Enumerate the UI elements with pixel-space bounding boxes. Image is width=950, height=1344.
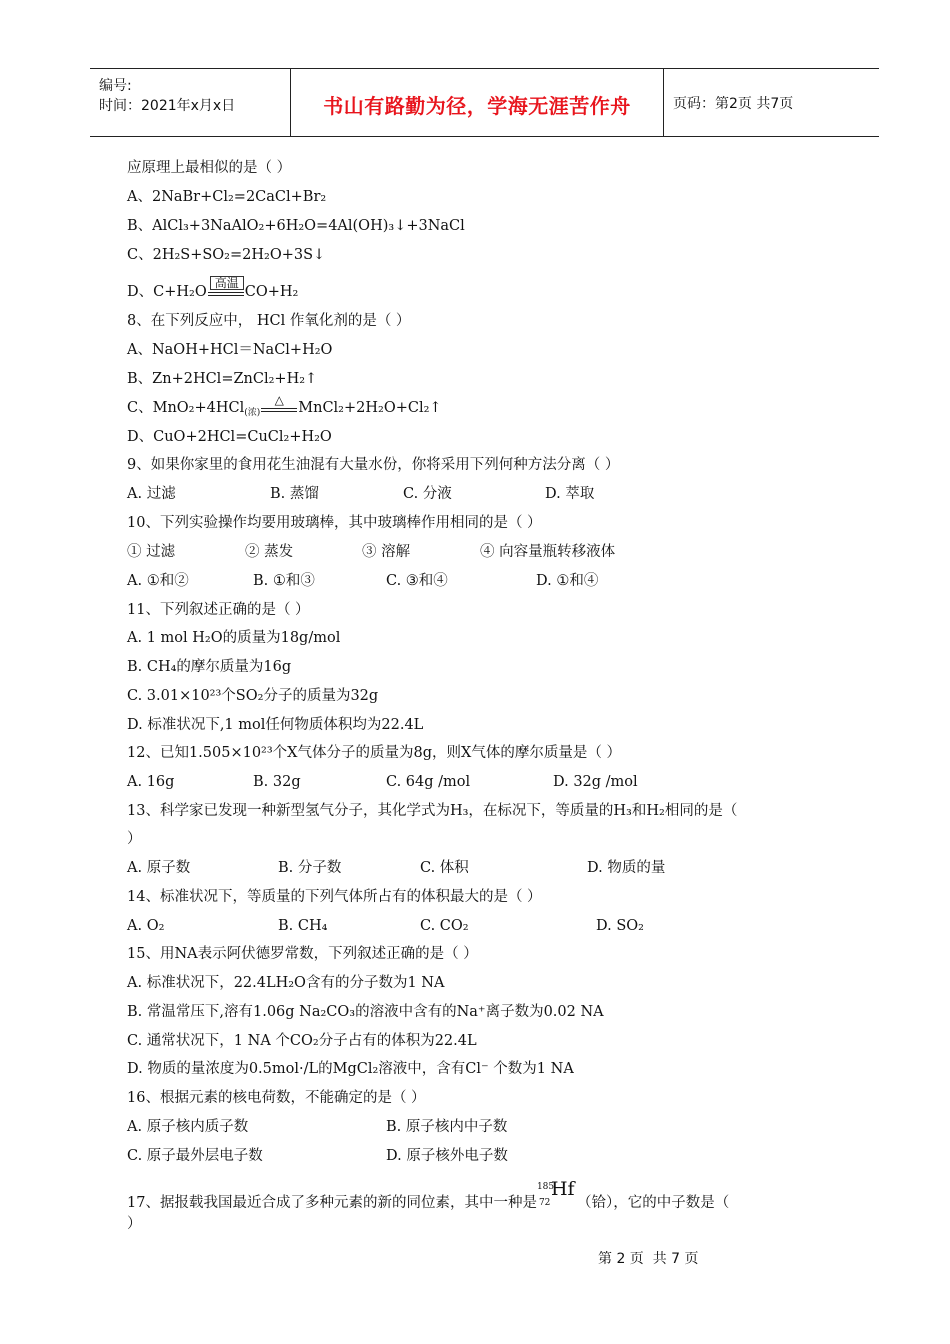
- question-15-option-b: B. 常温常压下,溶有1.06g Na₂CO₃的溶液中含有的Na⁺离子数为0.02 NA: [127, 1004, 604, 1020]
- option-b: B. 蒸馏: [270, 486, 319, 502]
- item-3: ③ 溶解: [362, 544, 411, 560]
- question-7-option-b: B、AlCl₃+3NaAlO₂+6H₂O=4Al(OH)₃↓+3NaCl: [127, 218, 465, 234]
- option-c-lhs: C、MnO₂+4HCl: [127, 400, 245, 416]
- question-15-option-a: A. 标准状况下，22.4LH₂O含有的分子数为1 NA: [127, 975, 445, 991]
- mass-number: 185: [536, 1182, 555, 1192]
- concentrated-mark: (浓): [244, 408, 261, 418]
- option-d: D. 32g /mol: [553, 774, 638, 790]
- item-4: ④ 向容量瓶转移液体: [480, 544, 616, 560]
- option-b: B. CH₄: [278, 918, 328, 934]
- atomic-number: 72: [538, 1198, 551, 1208]
- question-9-stem: 9、如果你家里的食用花生油混有大量水份，你将采用下列何种方法分离（ ）: [127, 457, 620, 473]
- question-7-stem-tail: 应原理上最相似的是（ ）: [127, 160, 292, 176]
- option-a: A. 过滤: [127, 486, 176, 502]
- q17-text-start: 17、据报载我国最近合成了多种元素的新的同位素，其中一种是: [127, 1195, 537, 1211]
- question-15-stem: 15、用NA表示阿伏德罗常数，下列叙述正确的是（ ）: [127, 946, 478, 962]
- option-d: D. 物质的量: [587, 860, 666, 876]
- question-11-option-c: C. 3.01×10²³个SO₂分子的质量为32g: [127, 688, 379, 704]
- question-11-option-b: B. CH₄的摩尔质量为16g: [127, 659, 292, 675]
- question-7-option-c: C、2H₂S+SO₂=2H₂O+3S↓: [127, 247, 326, 263]
- option-c: C. 64g /mol: [386, 774, 471, 790]
- item-1: ① 过滤: [127, 544, 176, 560]
- question-17-stem-tail: ）: [127, 1216, 142, 1232]
- question-11-option-a: A. 1 mol H₂O的质量为18g/mol: [127, 630, 341, 646]
- option-c: C. 分液: [403, 486, 452, 502]
- hafnium-isotope-notation: [536, 1178, 577, 1208]
- question-14-stem: 14、标准状况下，等质量的下列气体所占有的体积最大的是（ ）: [127, 889, 542, 905]
- option-d-lhs: D、C+H₂O: [127, 284, 207, 300]
- question-8-option-c: [127, 393, 442, 423]
- heat-symbol: △: [274, 393, 284, 407]
- time-label: 时间：2021年x月x日: [99, 98, 236, 114]
- question-16-stem: 16、根据元素的核电荷数，不能确定的是（ ）: [127, 1090, 426, 1106]
- option-b: B. 32g: [253, 774, 301, 790]
- question-10-stem: 10、下列实验操作均要用玻璃棒，其中玻璃棒作用相同的是（ ）: [127, 515, 542, 531]
- option-c: C. ③和④: [386, 573, 448, 589]
- option-d: D. 原子核外电子数: [386, 1148, 508, 1164]
- option-c: C. 原子最外层电子数: [127, 1148, 263, 1164]
- option-d-rhs: CO+H₂: [244, 284, 299, 300]
- question-13-stem-tail: ）: [127, 831, 142, 847]
- option-a: A. 原子数: [127, 860, 191, 876]
- option-b: B. 分子数: [278, 860, 342, 876]
- option-c: C. CO₂: [420, 918, 469, 934]
- question-8-option-b: B、Zn+2HCl=ZnCl₂+H₂↑: [127, 371, 318, 387]
- question-12-stem: 12、已知1.505×10²³个X气体分子的质量为8g，则X气体的摩尔质量是（ ）: [127, 745, 621, 761]
- question-7-option-a: A、2NaBr+Cl₂=2CaCl+Br₂: [127, 189, 327, 205]
- page-label: 页码：第2页 共7页: [673, 96, 794, 112]
- option-b: B. ①和③: [253, 573, 315, 589]
- question-8-stem: 8、在下列反应中， HCl 作氧化剂的是（ ）: [127, 313, 411, 329]
- question-8-option-a: A、NaOH+HCl＝NaCl+H₂O: [127, 342, 333, 358]
- heat-condition-arrow: [261, 393, 297, 412]
- item-2: ② 蒸发: [245, 544, 294, 560]
- question-17-stem: [127, 1178, 730, 1213]
- serial-label: 编号:: [99, 78, 132, 94]
- option-d: D. 萃取: [545, 486, 595, 502]
- option-a: A. 16g: [127, 774, 175, 790]
- question-15-option-c: C. 通常状况下，1 NA 个CO₂分子占有的体积为22.4L: [127, 1033, 477, 1049]
- option-a: A. 原子核内质子数: [127, 1119, 249, 1135]
- option-a: A. ①和②: [127, 573, 189, 589]
- page-footer: 第 2 页 共 7 页: [598, 1251, 699, 1267]
- question-11-stem: 11、下列叙述正确的是（ ）: [127, 602, 310, 618]
- q17-text-end: （铪），它的中子数是（: [576, 1195, 730, 1211]
- question-15-option-d: D. 物质的量浓度为0.5mol·/L的MgCl₂溶液中，含有Cl⁻ 个数为1 NA: [127, 1061, 574, 1077]
- option-a: A. O₂: [127, 918, 165, 934]
- condition-label: 高温: [210, 276, 244, 290]
- option-c: C. 体积: [420, 860, 469, 876]
- option-d: D. ①和④: [536, 573, 599, 589]
- option-c-rhs: MnCl₂+2H₂O+Cl₂↑: [298, 400, 442, 416]
- option-d: D. SO₂: [596, 918, 644, 934]
- question-8-option-d: D、CuO+2HCl=CuCl₂+H₂O: [127, 429, 332, 445]
- question-11-option-d: D. 标准状况下,1 mol任何物质体积均为22.4L: [127, 717, 424, 733]
- reaction-condition-arrow: [208, 276, 244, 296]
- element-symbol: Hf: [550, 1178, 575, 1200]
- option-b: B. 原子核内中子数: [386, 1119, 508, 1135]
- motto-text: 书山有路勤为径，学海无涯苦作舟: [323, 94, 631, 118]
- question-7-option-d: [127, 276, 299, 302]
- question-13-stem: 13、科学家已发现一种新型氢气分子，其化学式为H₃，在标况下，等质量的H₃和H₂相同的是（: [127, 803, 738, 819]
